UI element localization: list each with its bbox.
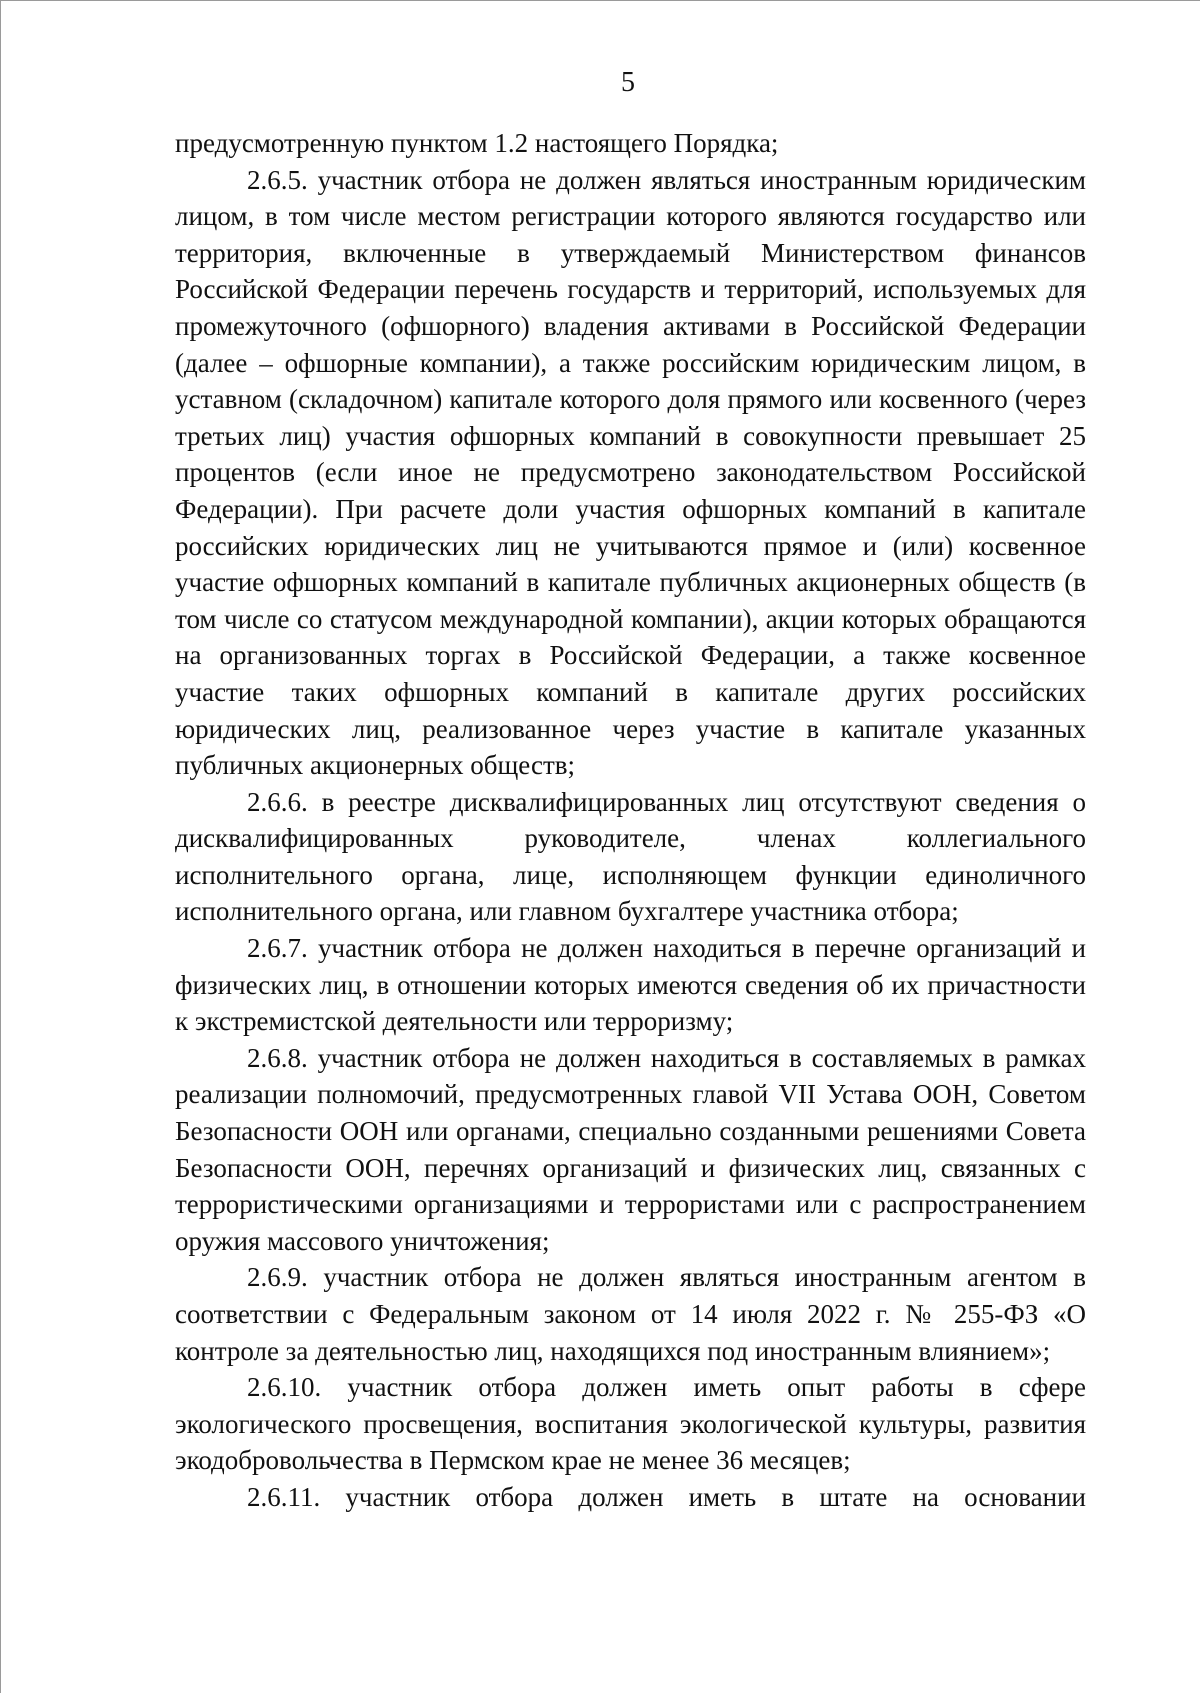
paragraph-2-6-9: 2.6.9. участник отбора не должен являться иностранным агентом в соответствии с Федеральным законом от 14 июля 2022 г. № 255-ФЗ «О контроле за деятельностью лиц, находящихся под иностранным влиянием»;: [175, 1262, 1086, 1366]
paragraph-2-6-5: 2.6.5. участник отбора не должен являться иностранным юридическим лицом, в том числе местом регистрации которого являются государство или территория, включенные в утверждаемый Министерством финансов Российской Федерации перечень государств и территорий, используемых для промежуточного (офшорного) владения активами в Российской Федерации (далее – офшорные компании), а также российским юридическим лицом, в уставном (складочном) капитале которого доля прямого или косвенного (через третьих лиц) участия офшорных компаний в совокупности превышает 25 процентов (если иное не предусмотрено законодательством Российской Федерации). При расчете доли участия офшорных компаний в капитале российских юридических лиц не учитываются прямое и (или) косвенное участие офшорных компаний в капитале публичных акционерных обществ (в том числе со статусом международной компании), акции которых обращаются на организованных торгах в Российской Федерации, а также косвенное участие таких офшорных компаний в капитале других российских юридических лиц, реализованное через участие в капитале указанных публичных акционерных обществ;: [175, 164, 1086, 781]
paragraph-2-6-8: 2.6.8. участник отбора не должен находиться в составляемых в рамках реализации полномочий, предусмотренных главой VII Устава ООН, Советом Безопасности ООН или органами, специально созданными решениями Совета Безопасности ООН, перечнях организаций и физических лиц, связанных с террористическими организациями и террористами или с распространением оружия массового уничтожения;: [175, 1042, 1086, 1256]
paragraph-continuation: предусмотренную пунктом 1.2 настоящего Порядка;: [175, 128, 779, 158]
page-number: 5: [621, 67, 635, 98]
paragraph-2-6-11: 2.6.11. участник отбора должен иметь в штате на основании: [247, 1481, 1086, 1512]
paragraph-2-6-7: 2.6.7. участник отбора не должен находиться в перечне организаций и физических лиц, в отношении которых имеются сведения об их причастности к экстремистской деятельности или терроризму;: [175, 933, 1086, 1037]
paragraph-2-6-6: 2.6.6. в реестре дисквалифицированных лиц отсутствуют сведения о дисквалифицированных руководителе, членах коллегиального исполнительного органа, лице, исполняющем функции единоличного исполнительного органа, или главном бухгалтере участника отбора;: [175, 786, 1086, 927]
paragraph-2-6-10: 2.6.10. участник отбора должен иметь опыт работы в сфере экологического просвещения, воспитания экологической культуры, развития экодобровольчества в Пермском крае не менее 36 месяцев;: [175, 1372, 1086, 1476]
document-body: [175, 125, 1086, 1516]
